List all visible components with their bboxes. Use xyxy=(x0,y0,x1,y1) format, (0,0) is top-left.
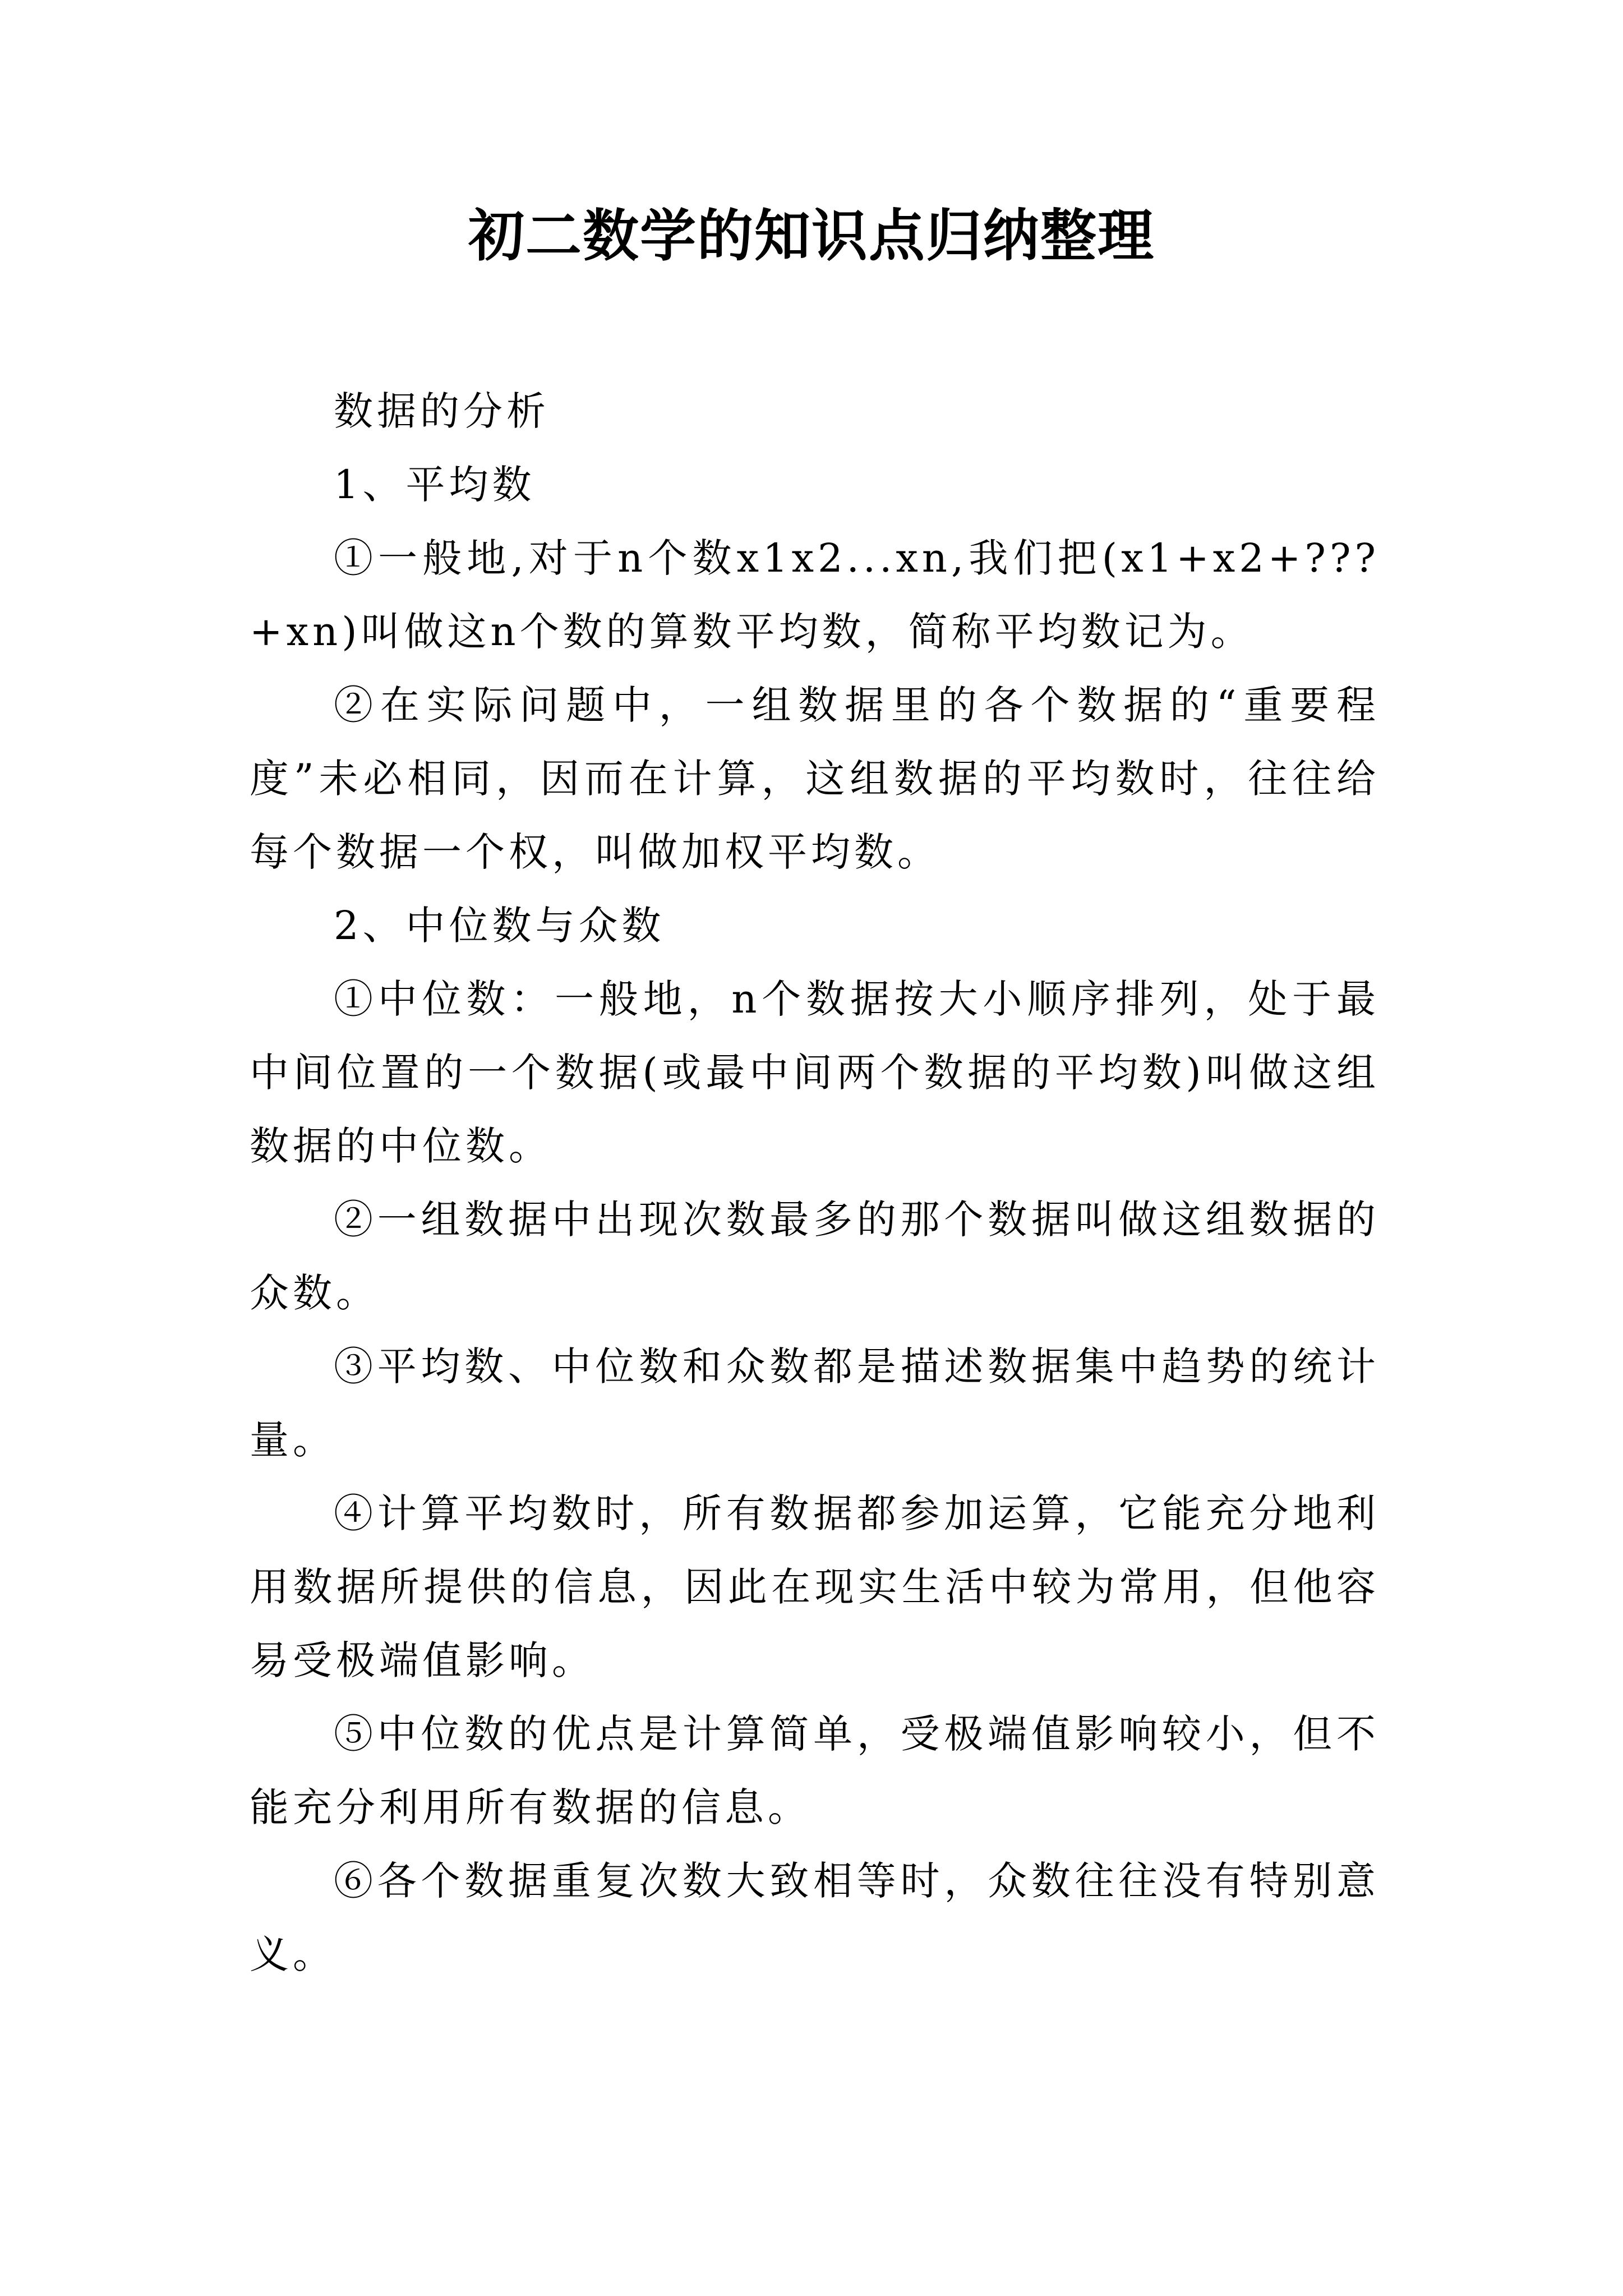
paragraph-mean-properties: ④计算平均数时，所有数据都参加运算，它能充分地利用数据所提供的信息，因此在现实生活中较为常用，但他容易受极端值影响。 xyxy=(250,1490,1380,1683)
paragraph-mean-definition: ①一般地,对于n个数x1x2...xn,我们把(x1+x2+???+xn)叫做这n个数的算数平均数，简称平均数记为。 xyxy=(250,535,1380,655)
paragraph-median-definition: ①中位数：一般地，n个数据按大小顺序排列，处于最中间位置的一个数据(或最中间两个数据的平均数)叫做这组数据的中位数。 xyxy=(250,976,1380,1169)
paragraph-central-tendency: ③平均数、中位数和众数都是描述数据集中趋势的统计量。 xyxy=(250,1343,1380,1463)
paragraph-mode-properties: ⑥各个数据重复次数大致相等时，众数往往没有特别意义。 xyxy=(250,1858,1380,1977)
paragraph-mode-definition: ②一组数据中出现次数最多的那个数据叫做这组数据的众数。 xyxy=(250,1197,1380,1316)
subsection-heading-median-mode: 2、中位数与众数 xyxy=(334,903,665,949)
document-body xyxy=(250,375,1380,1991)
document-title: 初二数学的知识点归纳整理 xyxy=(468,203,1155,269)
subsection-heading-mean: 1、平均数 xyxy=(334,462,536,508)
section-heading-data-analysis: 数据的分析 xyxy=(334,388,550,434)
paragraph-weighted-mean: ②在实际问题中，一组数据里的各个数据的“重要程度”未必相同，因而在计算，这组数据的平均数时，往往给每个数据一个权，叫做加权平均数。 xyxy=(250,682,1380,875)
paragraph-median-properties: ⑤中位数的优点是计算简单，受极端值影响较小，但不能充分利用所有数据的信息。 xyxy=(250,1711,1380,1830)
